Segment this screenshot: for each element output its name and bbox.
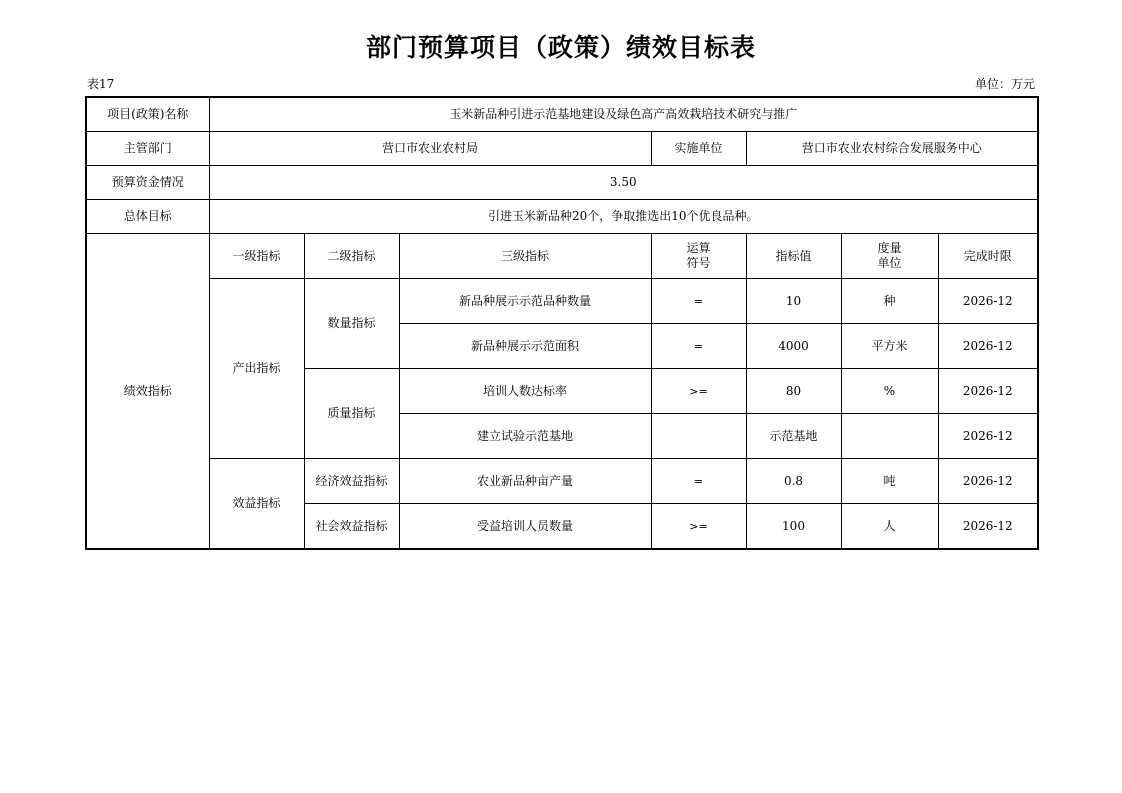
header-deadline: 完成时限 bbox=[938, 234, 1038, 279]
department-row bbox=[86, 132, 1038, 166]
indicator-deadline: 2026-12 bbox=[938, 324, 1038, 369]
project-name-value: 玉米新品种引进示范基地建设及绿色高产高效栽培技术研究与推广 bbox=[209, 97, 1038, 132]
indicator-name: 新品种展示示范面积 bbox=[399, 324, 651, 369]
perf-indicator-label: 绩效指标 bbox=[86, 234, 209, 550]
goal-row bbox=[86, 200, 1038, 234]
indicator-deadline: 2026-12 bbox=[938, 504, 1038, 550]
indicator-deadline: 2026-12 bbox=[938, 369, 1038, 414]
indicator-value: 示范基地 bbox=[746, 414, 841, 459]
indicator-name: 建立试验示范基地 bbox=[399, 414, 651, 459]
header-operator-line1: 运算 bbox=[686, 241, 711, 255]
indicator-deadline: 2026-12 bbox=[938, 459, 1038, 504]
indicator-operator: >= bbox=[651, 369, 746, 414]
indicator-value: 100 bbox=[746, 504, 841, 550]
project-name-label: 项目(政策)名称 bbox=[86, 97, 209, 132]
indicator-operator: >= bbox=[651, 504, 746, 550]
impl-unit-value: 营口市农业农村综合发展服务中心 bbox=[746, 132, 1038, 166]
indicator-name: 农业新品种亩产量 bbox=[399, 459, 651, 504]
group-social: 社会效益指标 bbox=[304, 504, 399, 550]
indicator-unit: 吨 bbox=[841, 459, 938, 504]
performance-target-table bbox=[85, 96, 1039, 550]
indicator-value: 80 bbox=[746, 369, 841, 414]
goal-label: 总体目标 bbox=[86, 200, 209, 234]
header-operator bbox=[651, 234, 746, 279]
indicator-deadline: 2026-12 bbox=[938, 414, 1038, 459]
indicator-unit: % bbox=[841, 369, 938, 414]
indicator-header-row bbox=[86, 234, 1038, 279]
group-output: 产出指标 bbox=[209, 279, 304, 459]
table-number: 表17 bbox=[87, 77, 115, 91]
indicator-unit: 人 bbox=[841, 504, 938, 550]
indicator-row bbox=[86, 459, 1038, 504]
header-unit-line1: 度量 bbox=[877, 241, 902, 255]
indicator-value: 4000 bbox=[746, 324, 841, 369]
indicator-operator: = bbox=[651, 279, 746, 324]
page-title: 部门预算项目（政策）绩效目标表 bbox=[365, 33, 756, 62]
unit-label: 单位：万元 bbox=[974, 77, 1035, 91]
header-level3: 三级指标 bbox=[399, 234, 651, 279]
goal-value: 引进玉米新品种20个，争取推选出10个优良品种。 bbox=[209, 200, 1038, 234]
group-economic: 经济效益指标 bbox=[304, 459, 399, 504]
header-unit-line2: 单位 bbox=[877, 256, 902, 270]
header-level2: 二级指标 bbox=[304, 234, 399, 279]
indicator-operator: = bbox=[651, 324, 746, 369]
header-operator-line2: 符号 bbox=[686, 256, 711, 270]
impl-unit-label: 实施单位 bbox=[651, 132, 746, 166]
header-value: 指标值 bbox=[746, 234, 841, 279]
budget-row bbox=[86, 166, 1038, 200]
group-quantity: 数量指标 bbox=[304, 279, 399, 369]
indicator-deadline: 2026-12 bbox=[938, 279, 1038, 324]
indicator-operator: = bbox=[651, 459, 746, 504]
indicator-unit: 平方米 bbox=[841, 324, 938, 369]
group-quality: 质量指标 bbox=[304, 369, 399, 459]
indicator-name: 培训人数达标率 bbox=[399, 369, 651, 414]
indicator-value: 10 bbox=[746, 279, 841, 324]
indicator-name: 新品种展示示范品种数量 bbox=[399, 279, 651, 324]
dept-label: 主管部门 bbox=[86, 132, 209, 166]
budget-label: 预算资金情况 bbox=[86, 166, 209, 200]
dept-value: 营口市农业农村局 bbox=[209, 132, 651, 166]
indicator-name: 受益培训人员数量 bbox=[399, 504, 651, 550]
indicator-operator bbox=[651, 414, 746, 459]
header-unit bbox=[841, 234, 938, 279]
indicator-row bbox=[86, 279, 1038, 324]
group-benefit: 效益指标 bbox=[209, 459, 304, 550]
indicator-unit bbox=[841, 414, 938, 459]
indicator-unit: 种 bbox=[841, 279, 938, 324]
indicator-value: 0.8 bbox=[746, 459, 841, 504]
project-name-row bbox=[86, 97, 1038, 132]
header-level1: 一级指标 bbox=[209, 234, 304, 279]
budget-value: 3.50 bbox=[209, 166, 1038, 200]
